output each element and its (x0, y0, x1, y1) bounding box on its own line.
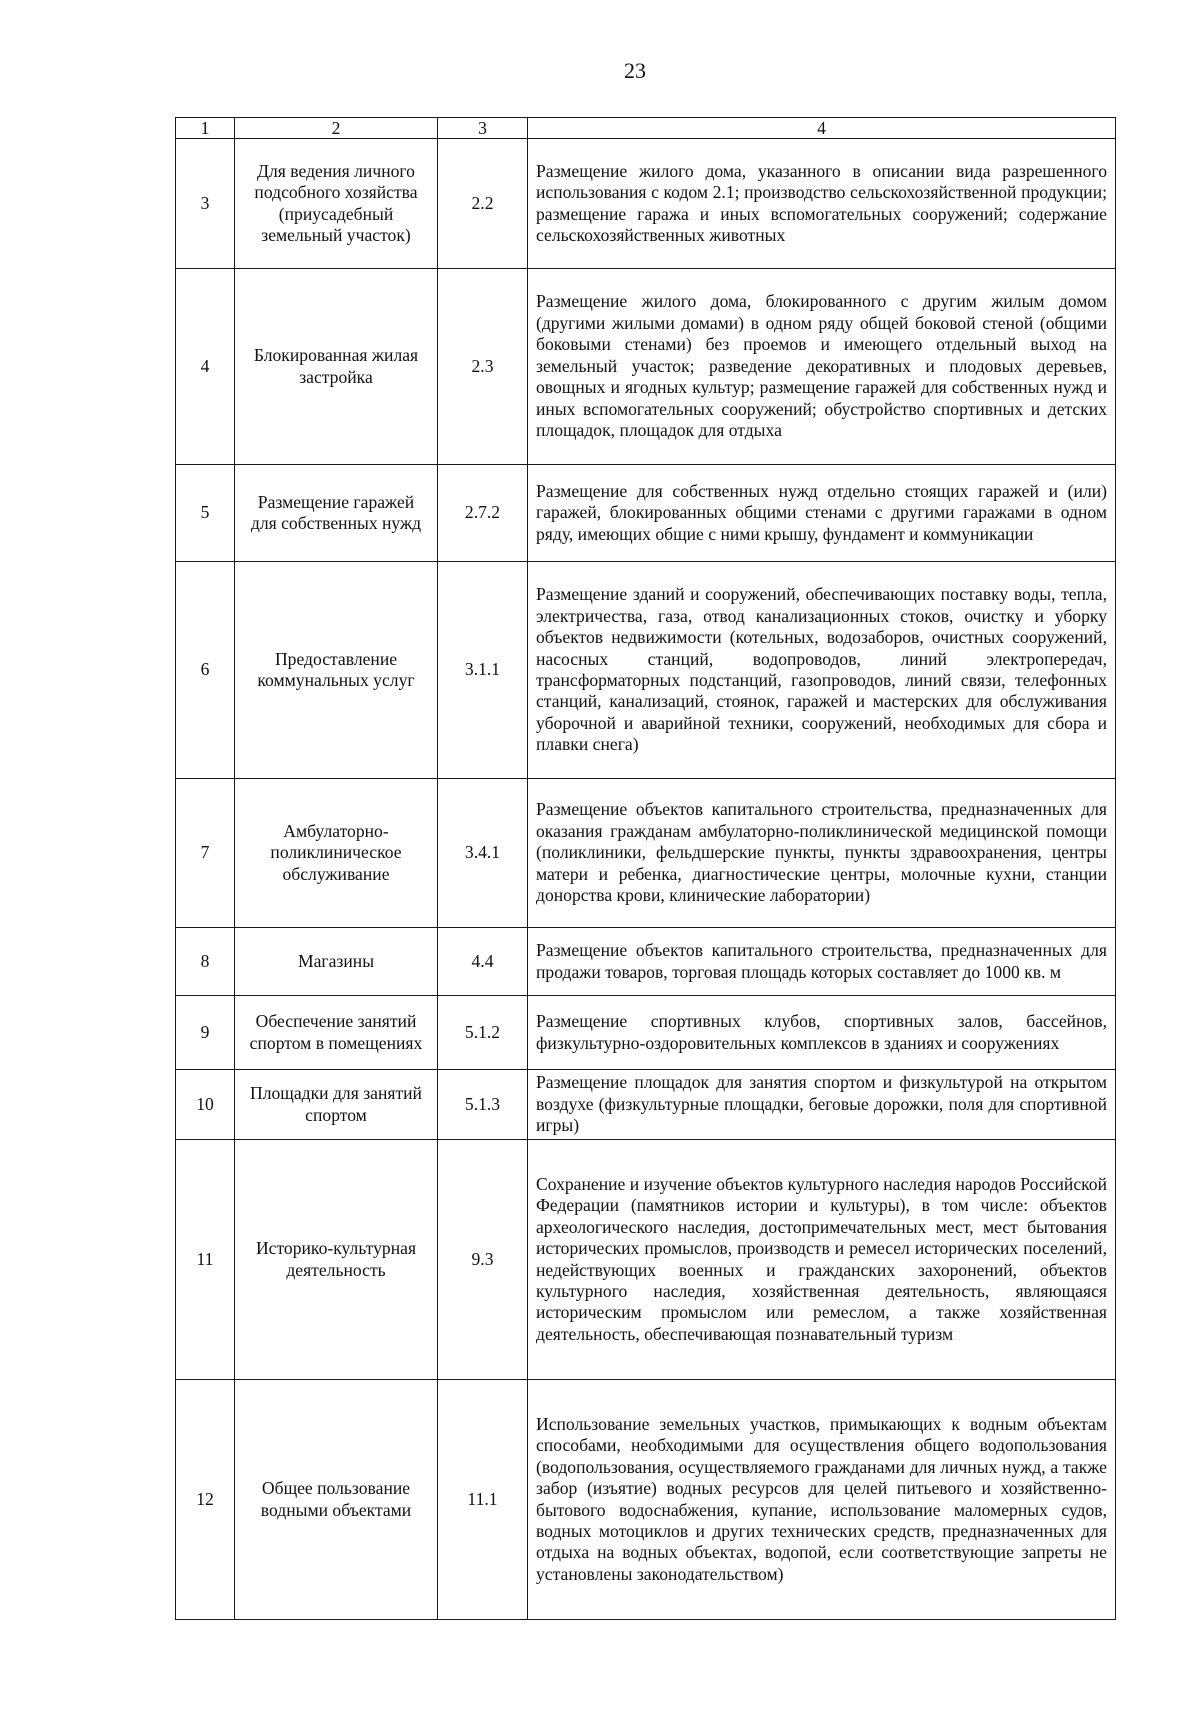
table-row (176, 1140, 1116, 1380)
use-type-description: Размещение объектов капитального строительства, предназначенных для оказания гражданам амбулаторно-поликлинической медицинской помощи (поликлиники, фельдшерские пункты, пункты здравоохранения, центры матери и ребенка, диагностические центры, молочные кухни, станции донорства крови, клинические лаборатории) (528, 779, 1116, 928)
row-number: 11 (176, 1140, 235, 1380)
use-type-code: 4.4 (438, 928, 528, 996)
row-number: 12 (176, 1380, 235, 1620)
use-type-code: 3.1.1 (438, 562, 528, 779)
header-col-2: 2 (235, 118, 438, 139)
use-type-description: Размещение для собственных нужд отдельно стоящих гаражей и (или) гаражей, блокированных общими стенами с другими гаражами в одном ряду, имеющих общие с ними крышу, фундамент и коммуникации (528, 465, 1116, 562)
header-row (176, 118, 1116, 139)
table-row (176, 779, 1116, 928)
row-number: 7 (176, 779, 235, 928)
use-type-code: 3.4.1 (438, 779, 528, 928)
use-type-name: Историко-культурная деятельность (235, 1140, 438, 1380)
use-type-code: 2.7.2 (438, 465, 528, 562)
use-type-description: Размещение жилого дома, блокированного с другим жилым домом (другими жилыми домами) в одном ряду общей боковой стеной (общими боковыми стенами) без проемов и имеющего отдельный выход на земельный участок; разведение декоративных и плодовых деревьев, овощных и ягодных культур; размещение гаражей для собственных нужд и иных вспомогательных сооружений; обустройство спортивных и детских площадок, площадок для отдыха (528, 269, 1116, 465)
use-type-description: Размещение зданий и сооружений, обеспечивающих поставку воды, тепла, электричества, газа, отвод канализационных стоков, очистку и уборку объектов недвижимости (котельных, водозаборов, очистных сооружений, насосных станций, водопроводов, линий электропередач, трансформаторных подстанций, газопроводов, линий связи, телефонных станций, канализаций, стоянок, гаражей и мастерских для обслуживания уборочной и аварийной техники, сооружений, необходимых для сбора и плавки снега) (528, 562, 1116, 779)
use-type-name: Размещение гаражей для собственных нужд (235, 465, 438, 562)
row-number: 6 (176, 562, 235, 779)
use-type-code: 5.1.3 (438, 1070, 528, 1140)
page-number: 23 (624, 58, 646, 83)
row-number: 8 (176, 928, 235, 996)
use-type-name: Предоставление коммунальных услуг (235, 562, 438, 779)
use-type-description: Размещение объектов капитального строительства, предназначенных для продажи товаров, торговая площадь которых составляет до 1000 кв. м (528, 928, 1116, 996)
table-row (176, 562, 1116, 779)
row-number: 5 (176, 465, 235, 562)
row-number: 10 (176, 1070, 235, 1140)
use-type-code: 2.2 (438, 139, 528, 269)
row-number: 9 (176, 996, 235, 1070)
row-number: 3 (176, 139, 235, 269)
use-type-name: Амбулаторно-поликлиническое обслуживание (235, 779, 438, 928)
row-number: 4 (176, 269, 235, 465)
use-type-code: 2.3 (438, 269, 528, 465)
use-type-description: Размещение жилого дома, указанного в описании вида разрешенного использования с кодом 2.1; производство сельскохозяйственной продукции; размещение гаража и иных вспомогательных сооружений; содержание сельскохозяйственных животных (528, 139, 1116, 269)
use-type-name: Общее пользование водными объектами (235, 1380, 438, 1620)
header-col-4: 4 (528, 118, 1116, 139)
table-row (176, 139, 1116, 269)
table-row (176, 1070, 1116, 1140)
table-row (176, 465, 1116, 562)
use-type-name: Блокированная жилая застройка (235, 269, 438, 465)
use-type-code: 5.1.2 (438, 996, 528, 1070)
use-type-name: Обеспечение занятий спортом в помещениях (235, 996, 438, 1070)
use-type-description: Сохранение и изучение объектов культурного наследия народов Российской Федерации (памятников истории и культуры), в том числе: объектов археологического наследия, достопримечательных мест, мест бытования исторических промыслов, производств и ремесел исторических поселений, недействующих военных и гражданских захоронений, объектов культурного наследия, хозяйственная деятельность, являющаяся историческим промыслом или ремеслом, а также хозяйственная деятельность, обеспечивающая познавательный туризм (528, 1140, 1116, 1380)
table-row (176, 269, 1116, 465)
table-row (176, 1380, 1116, 1620)
use-type-name: Магазины (235, 928, 438, 996)
use-type-name: Площадки для занятий спортом (235, 1070, 438, 1140)
use-type-code: 11.1 (438, 1380, 528, 1620)
land-use-table (175, 117, 1116, 1620)
header-col-1: 1 (176, 118, 235, 139)
use-type-description: Использование земельных участков, примыкающих к водным объектам способами, необходимыми для осуществления общего водопользования (водопользования, осуществляемого гражданами для личных нужд, а также забор (изъятие) водных ресурсов для целей питьевого и хозяйственно-бытового водоснабжения, купание, использование маломерных судов, водных мотоциклов и других технических средств, предназначенных для отдыха на водных объектах, водопой, если соответствующие запреты не установлены законодательством) (528, 1380, 1116, 1620)
table-row (176, 928, 1116, 996)
use-type-description: Размещение площадок для занятия спортом и физкультурой на открытом воздухе (физкультурные площадки, беговые дорожки, поля для спортивной игры) (528, 1070, 1116, 1140)
use-type-name: Для ведения личного подсобного хозяйства (приусадебный земельный участок) (235, 139, 438, 269)
use-type-description: Размещение спортивных клубов, спортивных залов, бассейнов, физкультурно-оздоровительных комплексов в зданиях и сооружениях (528, 996, 1116, 1070)
use-type-code: 9.3 (438, 1140, 528, 1380)
table-row (176, 996, 1116, 1070)
header-col-3: 3 (438, 118, 528, 139)
